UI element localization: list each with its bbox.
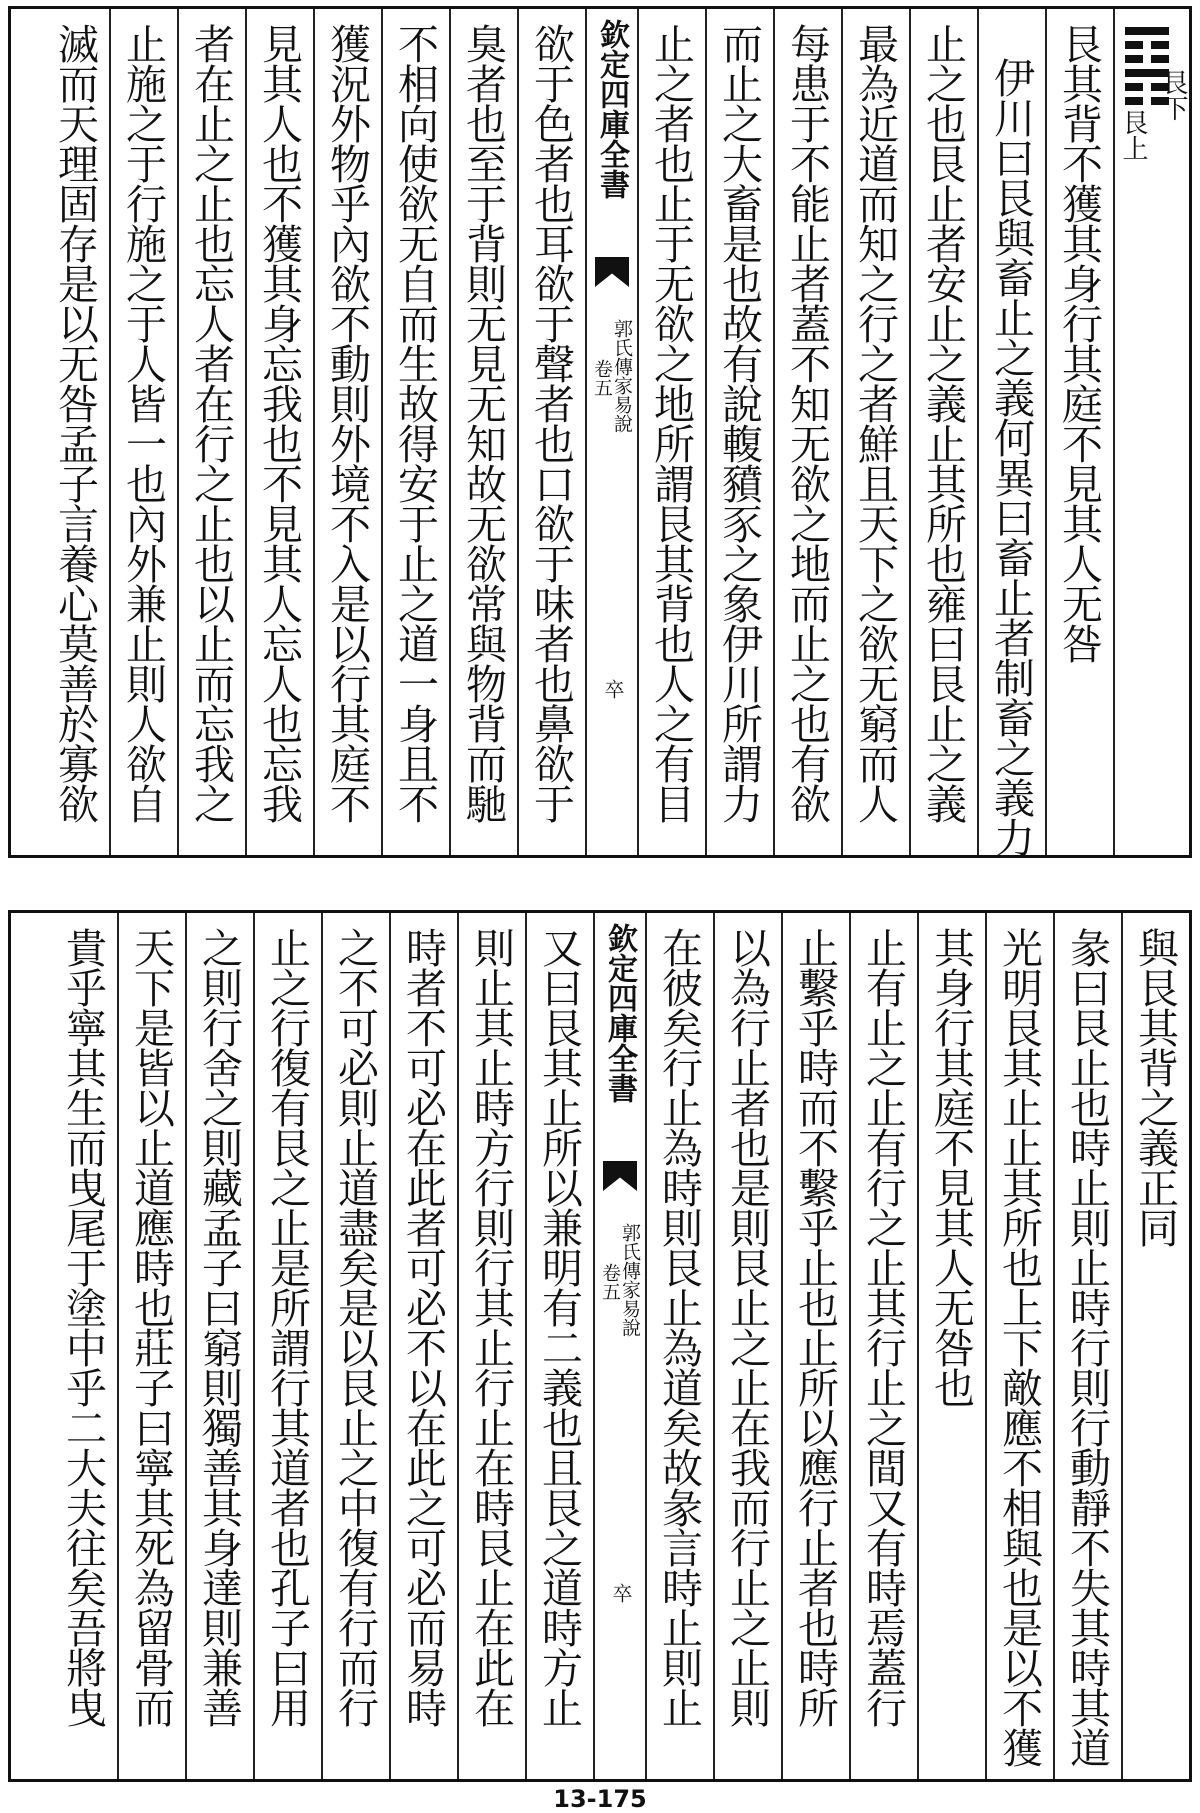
hexagram-block bbox=[1113, 9, 1189, 855]
text-column bbox=[645, 913, 713, 1779]
column-text: 光明艮其止止其所也上下敵應不相與也是以不獲 bbox=[995, 927, 1043, 1767]
text-column bbox=[637, 9, 705, 855]
column-text: 臭者也至于背則无見无知故无欲常與物背而馳 bbox=[459, 23, 507, 823]
juan-number: 卷五 bbox=[599, 1263, 621, 1301]
column-text: 其身行其庭不見其人无咎也 bbox=[927, 927, 975, 1407]
text-column bbox=[321, 913, 389, 1779]
text-column bbox=[381, 9, 449, 855]
text-column bbox=[253, 913, 321, 1779]
column-text: 欲于色者也耳欲于聲者也口欲于味者也鼻欲于 bbox=[527, 23, 575, 823]
bottom-columns bbox=[11, 913, 1189, 1779]
leaf-number: 卒 bbox=[609, 1583, 633, 1603]
column-text: 伊川曰艮與畜止之義何異曰畜止者制畜之義力 bbox=[987, 57, 1035, 857]
column-text: 以為行止者也是則艮止之止在我而行止之止則 bbox=[723, 927, 771, 1727]
text-column bbox=[313, 9, 381, 855]
column-text: 最為近道而知之行之者鮮且天下之欲无窮而人 bbox=[851, 23, 899, 823]
column-text: 在彼矣行止為時則艮止為道矣故彖言時止則止 bbox=[655, 927, 703, 1727]
column-text: 止之行復有艮之止是所謂行其道者也孔子曰用 bbox=[263, 927, 311, 1727]
text-column bbox=[909, 9, 977, 855]
bottom-page bbox=[8, 910, 1192, 1782]
text-column bbox=[389, 913, 457, 1779]
column-text: 止繫乎時而不繫乎止也止所以應行止者也時所 bbox=[791, 927, 839, 1727]
column-text: 滅而天理固存是以无咎孟子言養心莫善於寡欲 bbox=[51, 23, 99, 823]
text-column bbox=[449, 9, 517, 855]
top-columns bbox=[11, 9, 1189, 855]
text-column bbox=[781, 913, 849, 1779]
text-column bbox=[117, 913, 185, 1779]
book-title: 欽定四庫全書 bbox=[602, 923, 637, 1103]
column-text: 彖曰艮止也時止則止時行則行動靜不失其時其道 bbox=[1063, 927, 1111, 1767]
fish-tail-mark-icon bbox=[603, 1161, 637, 1191]
text-column bbox=[457, 913, 525, 1779]
text-column bbox=[849, 913, 917, 1779]
column-text: 者在止之止也忘人者在行之止也以止而忘我之 bbox=[187, 23, 235, 823]
text-column bbox=[185, 913, 253, 1779]
center-fold bbox=[593, 913, 645, 1779]
column-text: 則止其止時方行則行其止行止在時艮止在此在 bbox=[467, 927, 515, 1727]
juan-number: 卷五 bbox=[591, 359, 613, 397]
column-text: 之則行舍之則藏孟子曰窮則獨善其身達則兼善 bbox=[195, 927, 243, 1727]
text-column bbox=[177, 9, 245, 855]
fish-tail-mark-icon bbox=[595, 257, 629, 287]
text-column bbox=[713, 913, 781, 1779]
column-text: 天下是皆以止道應時也莊子曰寧其死為留骨而 bbox=[127, 927, 175, 1727]
column-text: 止施之于行施之于人皆一也內外兼止則人欲自 bbox=[119, 23, 167, 823]
text-column bbox=[917, 913, 985, 1779]
hexagram-lower-label: 艮下 bbox=[1158, 69, 1188, 121]
text-column bbox=[49, 913, 117, 1779]
text-column bbox=[773, 9, 841, 855]
text-column bbox=[1121, 913, 1189, 1779]
hexagram-upper-label: 艮上 bbox=[1118, 109, 1148, 161]
column-text: 每患于不能止者蓋不知无欲之地而止之也有欲 bbox=[783, 23, 831, 823]
text-column bbox=[977, 9, 1045, 855]
top-page bbox=[8, 6, 1192, 858]
text-column bbox=[985, 913, 1053, 1779]
column-text: 獲況外物乎內欲不動則外境不入是以行其庭不 bbox=[323, 23, 371, 823]
text-column bbox=[705, 9, 773, 855]
book-title: 欽定四庫全書 bbox=[594, 19, 629, 199]
page-footer-number: 13-175 bbox=[553, 1785, 647, 1813]
column-text: 艮其背不獲其身行其庭不見其人无咎 bbox=[1055, 23, 1103, 663]
running-title: 郭氏傳家易說 bbox=[619, 1223, 641, 1337]
column-text: 不相向使欲无自而生故得安于止之道一身且不 bbox=[391, 23, 439, 823]
text-column bbox=[41, 9, 109, 855]
column-text: 止之也艮止者安止之義止其所也雍曰艮止之義 bbox=[919, 23, 967, 823]
column-text: 止之者也止于无欲之地所謂艮其背也人之有目 bbox=[647, 23, 695, 823]
text-column bbox=[1045, 9, 1113, 855]
column-text: 之不可必則止道盡矣是以艮止之中復有行而行 bbox=[331, 927, 379, 1727]
text-column bbox=[245, 9, 313, 855]
column-text: 而止之大畜是也故有說輹豶豕之象伊川所謂力 bbox=[715, 23, 763, 823]
text-column bbox=[109, 9, 177, 855]
center-fold bbox=[585, 9, 637, 855]
column-text: 與艮其背之義正同 bbox=[1131, 927, 1179, 1247]
leaf-number: 卒 bbox=[601, 679, 625, 699]
text-column bbox=[525, 913, 593, 1779]
text-column bbox=[841, 9, 909, 855]
column-text: 貴乎寧其生而曳尾于塗中乎二大夫往矣吾將曳 bbox=[59, 927, 107, 1727]
text-column bbox=[517, 9, 585, 855]
column-text: 見其人也不獲其身忘我也不見其人忘人也忘我 bbox=[255, 23, 303, 823]
column-text: 時者不可必在此者可必不以在此之可必而易時 bbox=[399, 927, 447, 1727]
running-title: 郭氏傳家易說 bbox=[611, 319, 633, 433]
column-text: 又曰艮其止所以兼明有二義也且艮之道時方止 bbox=[535, 927, 583, 1727]
text-column bbox=[1053, 913, 1121, 1779]
column-text: 止有止之止有行之止其行止之間又有時焉蓋行 bbox=[859, 927, 907, 1727]
